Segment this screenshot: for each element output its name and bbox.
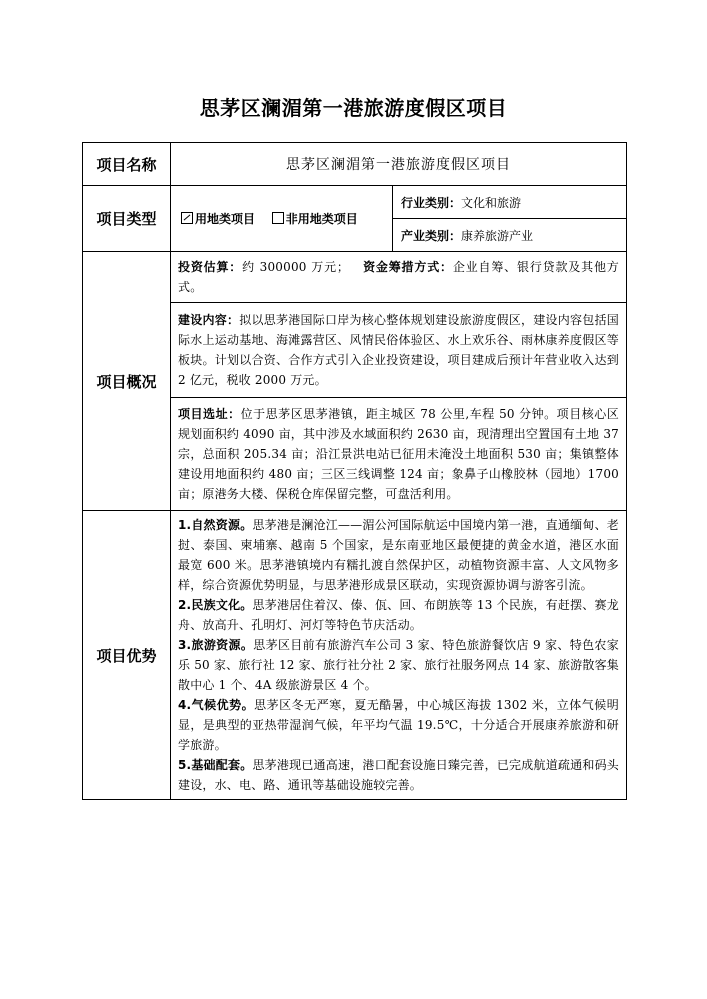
site-value: 位于思茅区思茅港镇，距主城区 78 公里,车程 50 分钟。项目核心区规划面积约 4090 亩，其中涉及水域面积约 2630 亩，现清理出空置国有土地 37 宗，总面积 205.34 亩；沿江景洪电站已征用未淹没土地面积 530 亩；集镇整体建设用地面积约 480 亩；三区三线调整 124 亩；象鼻子山橡胶林（园地）1700 亩；原港务大楼、保税仓库保留完整，可盘活利用。 xyxy=(178,407,619,501)
advantage-infrastructure-label: 5.基础配套。 xyxy=(178,758,253,772)
checkbox-unchecked-icon[interactable] xyxy=(272,212,284,224)
advantage-natural-label: 1.自然资源。 xyxy=(178,518,253,532)
advantage-climate-text: 思茅区冬无严寒，夏无酷暑，中心城区海拔 1302 米，立体气候明显，是典型的亚热带湿润气候，年平均气温 19.5℃，十分适合开展康养旅游和研学旅游。 xyxy=(178,698,619,752)
project-name-label: 项目名称 xyxy=(83,143,171,186)
row-project-name xyxy=(83,143,627,186)
sector-value: 康养旅游产业 xyxy=(461,228,534,243)
project-type-options xyxy=(171,186,393,252)
checkbox-checked-icon[interactable] xyxy=(181,212,193,224)
advantage-infrastructure xyxy=(178,755,619,795)
advantage-tourism xyxy=(178,635,619,695)
sector-label: 产业类别： xyxy=(401,228,462,243)
project-type-label: 项目类型 xyxy=(83,186,171,252)
advantage-tourism-label: 3.旅游资源。 xyxy=(178,638,254,652)
site-label: 项目选址： xyxy=(178,407,241,421)
advantage-tourism-text: 思茅区目前有旅游汽车公司 3 家、特色旅游餐饮店 9 家、特色农家乐 50 家、旅行社 12 家、旅行社分社 2 家、旅行社服务网点 14 家、旅游散客集散中心 1 个、4A 级旅游景区 4 个。 xyxy=(178,638,619,692)
funding-label: 资金筹措方式： xyxy=(363,260,453,274)
project-name-value: 思茅区澜湄第一港旅游度假区项目 xyxy=(171,143,627,186)
row-project-type xyxy=(83,186,627,219)
advantage-climate-label: 4.气候优势。 xyxy=(178,698,255,712)
construction-cell xyxy=(171,303,627,398)
row-overview-investment xyxy=(83,252,627,303)
advantage-natural xyxy=(178,515,619,595)
sector-category xyxy=(393,219,627,252)
advantage-culture-label: 2.民族文化。 xyxy=(178,598,253,612)
investment-value: 约 300000 万元； xyxy=(242,260,350,274)
investment-cell xyxy=(171,252,627,303)
type-option-nonland: 非用地类项目 xyxy=(285,212,358,226)
investment-label: 投资估算： xyxy=(178,260,243,274)
advantage-culture-text: 思茅港居住着汉、傣、佤、回、布朗族等 13 个民族，有赶摆、赛龙舟、放高升、孔明灯、河灯等特色节庆活动。 xyxy=(178,598,619,632)
advantage-natural-text: 思茅港是澜沧江——湄公河国际航运中国境内第一港，直通缅甸、老挝、泰国、柬埔寨、越南 5 个国家，是东南亚地区最便捷的黄金水道，港区水面最宽 600 米。思茅港镇境内有糯扎渡自然保护区，动植物资源丰富、人文风物多样，综合资源优势明显，与思茅港形成景区联动，实现资源协调与游客引流。 xyxy=(178,518,619,592)
construction-value: 拟以思茅港国际口岸为核心整体规划建设旅游度假区，建设内容包括国际水上运动基地、海滩露营区、风情民俗体验区、水上欢乐谷、雨林康养度假区等板块。计划以合资、合作方式引入企业投资建设，项目建成后预计年营业收入达到 2 亿元，税收 2000 万元。 xyxy=(178,313,619,387)
advantage-infrastructure-text: 思茅港现已通高速，港口配套设施日臻完善，已完成航道疏通和码头建设，水、电、路、通讯等基础设施较完善。 xyxy=(178,758,619,792)
construction-label: 建设内容： xyxy=(178,313,240,327)
type-option-land: 用地类项目 xyxy=(195,212,256,226)
advantage-culture xyxy=(178,595,619,635)
industry-value: 文化和旅游 xyxy=(461,195,522,210)
advantage-label: 项目优势 xyxy=(83,511,171,800)
industry-label: 行业类别： xyxy=(401,195,462,210)
project-table xyxy=(82,142,627,800)
funding-value: 企业自筹、银行贷款及其他方式。 xyxy=(178,260,619,294)
document-title: 思茅区澜湄第一港旅游度假区项目 xyxy=(199,96,508,120)
industry-category xyxy=(393,186,627,219)
site-cell xyxy=(171,398,627,511)
row-advantages xyxy=(83,511,627,800)
advantage-climate xyxy=(178,695,619,755)
advantages-cell xyxy=(171,511,627,800)
overview-label: 项目概况 xyxy=(83,252,171,511)
